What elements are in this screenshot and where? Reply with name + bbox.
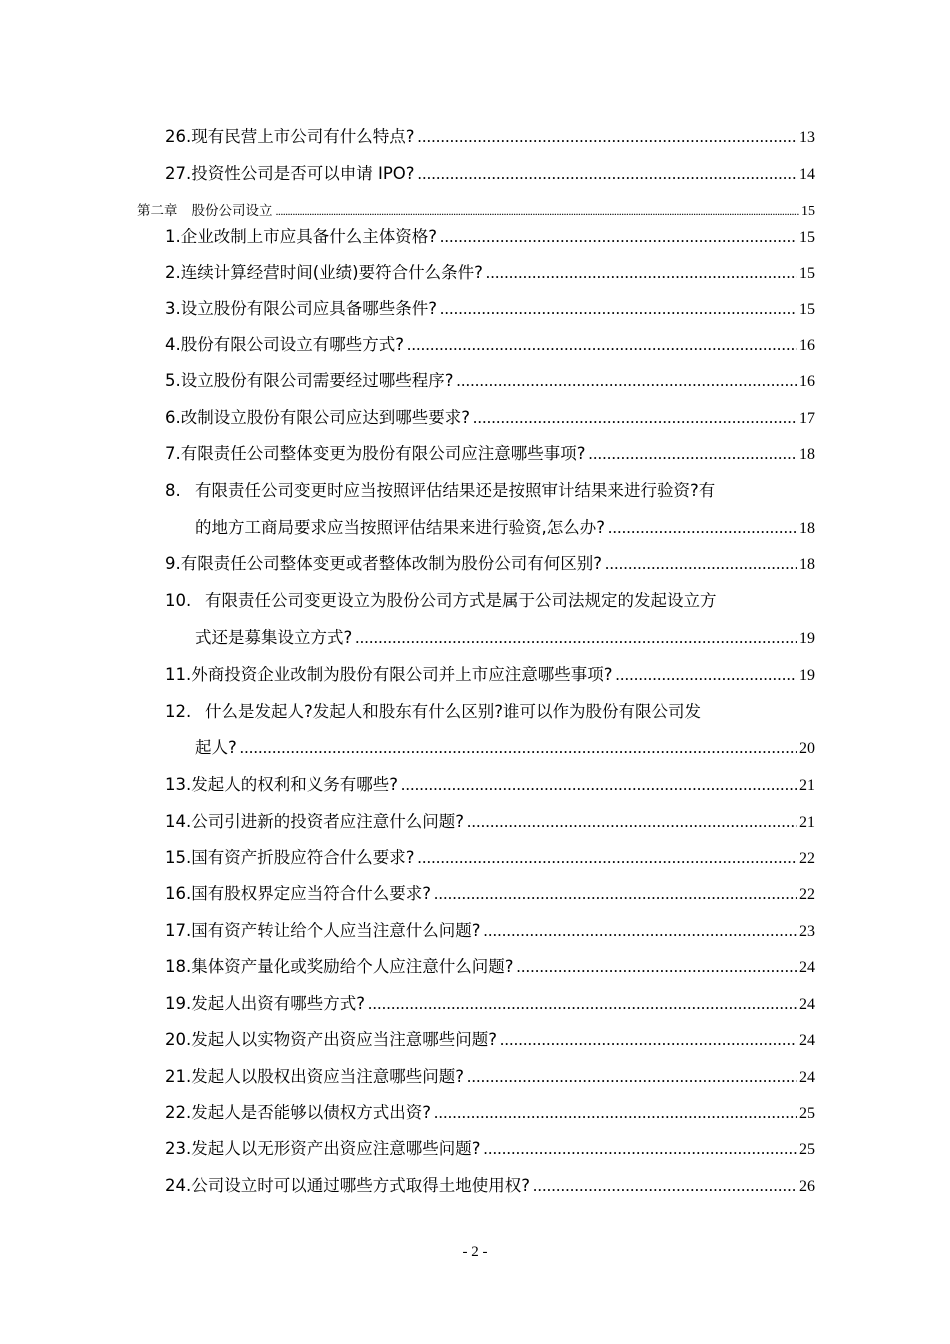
toc-entry-number: 4. <box>165 335 181 354</box>
toc-entry[interactable] <box>165 163 815 186</box>
toc-entry-number: 9. <box>165 554 181 573</box>
toc-chapter-heading[interactable] <box>137 200 815 223</box>
toc-entry[interactable] <box>165 480 815 502</box>
toc-entry-page: 15 <box>799 301 815 318</box>
toc-leader-dots <box>616 664 797 686</box>
toc-entry-number: 5. <box>165 371 181 390</box>
toc-entry-page: 18 <box>799 520 815 537</box>
toc-entry-title: 发起人以无形资产出资应注意哪些问题? <box>191 1139 481 1158</box>
toc-entry-number: 3. <box>165 299 181 318</box>
toc-leader-dots <box>434 883 797 905</box>
toc-entry-page: 15 <box>799 265 815 282</box>
toc-leader-dots <box>434 1102 797 1124</box>
toc-leader-dots <box>484 1138 797 1160</box>
toc-entry-number: 2. <box>165 263 181 282</box>
toc-entry-number: 19. <box>165 994 192 1013</box>
toc-entry[interactable] <box>165 334 815 357</box>
toc-entry-number: 20. <box>165 1030 192 1049</box>
toc-entry-page: 19 <box>799 667 815 684</box>
toc-leader-dots <box>355 627 797 649</box>
toc-leader-dots <box>401 774 797 796</box>
toc-leader-dots <box>605 553 797 575</box>
toc-leader-dots <box>473 407 797 429</box>
toc-leader-dots <box>368 993 797 1015</box>
toc-entry-continuation[interactable] <box>195 517 815 540</box>
toc-entry-title: 设立股份有限公司需要经过哪些程序? <box>180 371 454 390</box>
toc-entry[interactable] <box>165 993 815 1016</box>
toc-entry-page: 24 <box>799 1069 815 1086</box>
toc-entry-title: 什么是发起人?发起人和股东有什么区别?谁可以作为股份有限公司发 <box>205 702 702 721</box>
toc-entry-page: 24 <box>799 1032 815 1049</box>
toc-entry-page: 15 <box>799 229 815 246</box>
toc-leader-dots <box>240 737 797 759</box>
toc-entry-page: 19 <box>799 630 815 647</box>
toc-entry-title: 现有民营上市公司有什么特点? <box>191 127 415 146</box>
toc-entry[interactable] <box>165 1066 815 1089</box>
toc-entry-title: 有限责任公司变更时应当按照评估结果还是按照审计结果来进行验资?有 <box>195 481 716 500</box>
toc-entry-page: 24 <box>799 959 815 976</box>
toc-entry-number: 13. <box>165 775 192 794</box>
toc-entry-title: 投资性公司是否可以申请 IPO? <box>191 164 415 183</box>
toc-entry-page: 22 <box>799 850 815 867</box>
toc-entry-number: 15. <box>165 848 192 867</box>
toc-entry-page: 15 <box>801 204 815 219</box>
toc-leader-dots <box>418 126 797 148</box>
toc-leader-dots <box>276 200 799 222</box>
toc-entry-title: 发起人是否能够以债权方式出资? <box>191 1103 432 1122</box>
toc-entry-title-continued: 的地方工商局要求应当按照评估结果来进行验资,怎么办? <box>195 518 606 537</box>
toc-leader-dots <box>418 163 797 185</box>
toc-entry-page: 25 <box>799 1105 815 1122</box>
toc-entry[interactable] <box>165 956 815 979</box>
toc-entry[interactable] <box>165 847 815 870</box>
toc-entry-title: 国有股权界定应当符合什么要求? <box>191 884 432 903</box>
toc-entry-number: 21. <box>165 1067 192 1086</box>
toc-entry-title: 国有资产转让给个人应当注意什么问题? <box>191 921 481 940</box>
toc-entry[interactable] <box>165 1138 815 1161</box>
toc-entry[interactable] <box>165 226 815 249</box>
toc-entry-number: 22. <box>165 1103 192 1122</box>
toc-entry-title: 公司设立时可以通过哪些方式取得土地使用权? <box>191 1176 531 1195</box>
toc-entry-title: 集体资产量化或奖励给个人应注意什么问题? <box>191 957 514 976</box>
toc-entry-continuation[interactable] <box>195 737 815 760</box>
toc-entry-number: 8. <box>165 481 181 500</box>
toc-entry-page: 25 <box>799 1141 815 1158</box>
toc-entry-number: 12. <box>165 702 192 721</box>
toc-entry-page: 21 <box>799 814 815 831</box>
toc-entry[interactable] <box>165 920 815 943</box>
toc-entry-title: 发起人以实物资产出资应当注意哪些问题? <box>191 1030 498 1049</box>
toc-entry-continuation[interactable] <box>195 627 815 650</box>
toc-entry-title: 股份公司设立 <box>191 203 273 219</box>
toc-entry-title: 股份有限公司设立有哪些方式? <box>180 335 405 354</box>
toc-entry-page: 16 <box>799 337 815 354</box>
toc-entry-page: 24 <box>799 996 815 1013</box>
toc-entry[interactable] <box>165 370 815 393</box>
toc-entry-title: 企业改制上市应具备什么主体资格? <box>180 227 438 246</box>
toc-entry[interactable] <box>165 1029 815 1052</box>
toc-entry[interactable] <box>165 1102 815 1125</box>
toc-leader-dots <box>467 811 797 833</box>
toc-entry[interactable] <box>165 298 815 321</box>
toc-entry-number: 第二章 <box>137 203 178 219</box>
toc-entry-page: 22 <box>799 886 815 903</box>
toc-entry[interactable] <box>165 553 815 576</box>
toc-entry-title: 外商投资企业改制为股份有限公司并上市应注意哪些事项? <box>191 665 613 684</box>
toc-entry-number: 17. <box>165 921 192 940</box>
toc-entry-number: 14. <box>165 812 192 831</box>
toc-entry-number: 27. <box>165 164 192 183</box>
toc-entry-title: 公司引进新的投资者应注意什么问题? <box>191 812 465 831</box>
toc-entry[interactable] <box>165 811 815 834</box>
toc-entry-title: 有限责任公司整体变更为股份有限公司应注意哪些事项? <box>180 444 586 463</box>
toc-entry[interactable] <box>165 1175 815 1198</box>
toc-leader-dots <box>440 226 797 248</box>
toc-entry[interactable] <box>165 883 815 906</box>
toc-leader-dots <box>418 847 797 869</box>
toc-entry-page: 18 <box>799 556 815 573</box>
toc-entry-number: 7. <box>165 444 181 463</box>
toc-entry[interactable] <box>165 262 815 285</box>
toc-entry-title: 国有资产折股应符合什么要求? <box>191 848 415 867</box>
toc-entry-title: 设立股份有限公司应具备哪些条件? <box>180 299 438 318</box>
toc-entry-number: 23. <box>165 1139 192 1158</box>
toc-entry-title: 发起人以股权出资应当注意哪些问题? <box>191 1067 465 1086</box>
toc-entry-title-continued: 式还是募集设立方式? <box>195 628 353 647</box>
toc-entry[interactable] <box>165 126 815 149</box>
toc-entry-number: 10. <box>165 591 192 610</box>
toc-entry-title: 发起人的权利和义务有哪些? <box>191 775 399 794</box>
toc-leader-dots <box>467 1066 797 1088</box>
page-number: - 2 - <box>462 1244 488 1260</box>
toc-entry-title: 有限责任公司整体变更或者整体改制为股份公司有何区别? <box>180 554 603 573</box>
toc-entry-page: 26 <box>799 1178 815 1195</box>
toc-entry-page: 23 <box>799 923 815 940</box>
toc-entry-title: 有限责任公司变更设立为股份公司方式是属于公司法规定的发起设立方 <box>205 591 717 610</box>
toc-leader-dots <box>457 370 797 392</box>
toc-entry-page: 20 <box>799 740 815 757</box>
toc-entry[interactable] <box>165 664 815 687</box>
toc-leader-dots <box>533 1175 797 1197</box>
toc-entry-title-continued: 起人? <box>195 738 237 757</box>
toc-entry-page: 17 <box>799 410 815 427</box>
toc-entry[interactable] <box>165 590 815 612</box>
toc-entry-number: 26. <box>165 127 192 146</box>
toc-entry-number: 11. <box>165 665 192 684</box>
toc-entry[interactable] <box>165 407 815 430</box>
toc-entry-title: 改制设立股份有限公司应达到哪些要求? <box>180 408 471 427</box>
toc-leader-dots <box>589 443 797 465</box>
toc-entry-number: 18. <box>165 957 192 976</box>
toc-entry-number: 16. <box>165 884 192 903</box>
toc-entry-page: 14 <box>799 166 815 183</box>
toc-entry-page: 18 <box>799 446 815 463</box>
toc-leader-dots <box>407 334 797 356</box>
toc-leader-dots <box>517 956 797 978</box>
toc-entry-number: 24. <box>165 1176 192 1195</box>
toc-leader-dots <box>608 517 797 539</box>
toc-leader-dots <box>500 1029 797 1051</box>
toc-leader-dots <box>486 262 797 284</box>
toc-entry[interactable] <box>165 774 815 797</box>
toc-entry-title: 连续计算经营时间(业绩)要符合什么条件? <box>180 263 483 282</box>
toc-entry-title: 发起人出资有哪些方式? <box>191 994 366 1013</box>
toc-entry-page: 13 <box>799 129 815 146</box>
toc-entry-number: 1. <box>165 227 181 246</box>
toc-entry-number: 6. <box>165 408 181 427</box>
toc-entry-page: 16 <box>799 373 815 390</box>
toc-leader-dots <box>440 298 797 320</box>
toc-leader-dots <box>484 920 797 942</box>
toc-entry-page: 21 <box>799 777 815 794</box>
toc-entry[interactable] <box>165 443 815 466</box>
toc-entry[interactable] <box>165 701 815 723</box>
